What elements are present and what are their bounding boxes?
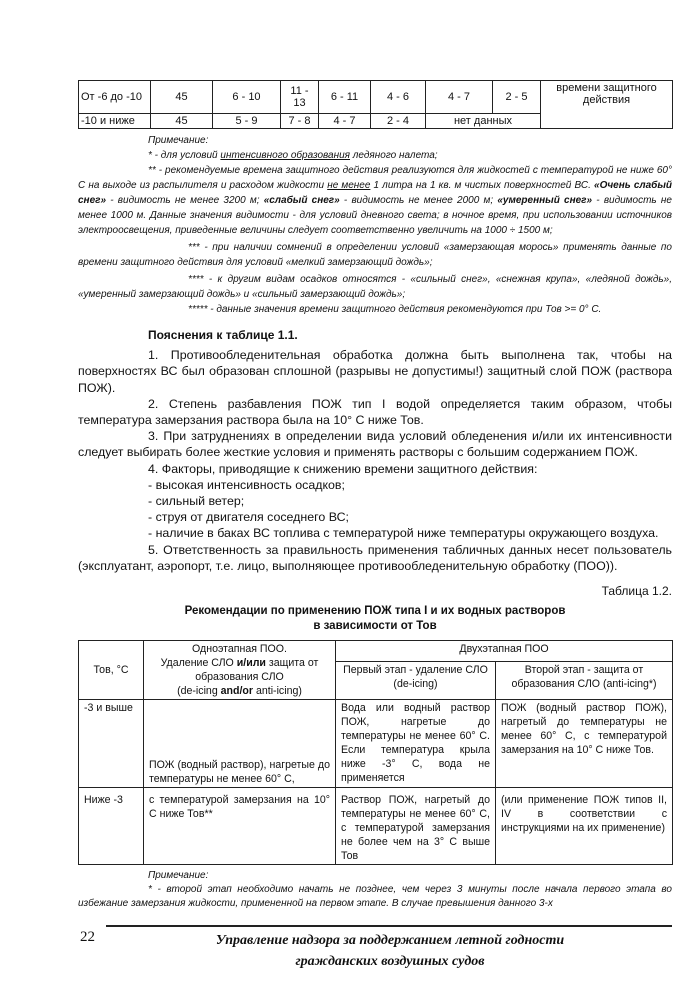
cell: 4 - 7 <box>319 114 371 129</box>
cell-no-data: нет данных <box>426 114 541 129</box>
paragraph-3: 3. При затруднениях в определении вида условий обледенения и/или их интенсивности следует выбирать более жесткие условия и применять растворы с большим содержанием ПОЖ. <box>78 429 672 460</box>
cell: 6 - 10 <box>213 81 281 114</box>
explanations-heading: Пояснения к таблице 1.1. <box>148 328 298 342</box>
table-title: Рекомендации по применению ПОЖ типа I и их водных растворов в зависимости от Тов <box>184 605 566 633</box>
header-first-stage: Первый этап - удаление СЛО (de-icing) <box>336 661 496 699</box>
row-label: -10 и ниже <box>79 114 151 129</box>
bullet: - сильный ветер; <box>148 494 245 509</box>
note-4: **** - к другим видам осадков относятся - «сильный снег», «снежная крупа», «ледяной дождь», «умеренный замерзающий дождь» и «сильный замерзающий дождь»; <box>78 274 672 300</box>
paragraph-2: 2. Степень разбавления ПОЖ тип I водой определяется таким образом, чтобы температура замерзания раствора была на 10° С ниже Тов. <box>78 396 672 428</box>
header-one-stage: Одноэтапная ПОО. Удаление СЛО и/или защита от образования СЛО (de-icing and/or anti-icing) <box>144 641 336 700</box>
table1-notes <box>78 133 672 317</box>
one-stage-cell: ПОЖ (водный раствор), нагретые до температуры не менее 60° С, <box>144 700 336 788</box>
table2-notes <box>78 869 672 911</box>
note-1: * - второй этап необходимо начать не позднее, чем через 3 минуты после начала первого этапа во избежание замерзания жидкости, примененной на первом этапе. В случае превышения данного 3-х <box>78 884 672 910</box>
cell: 11 - 13 <box>281 81 319 114</box>
notes-title: Примечание: <box>148 135 209 146</box>
notes-title: Примечание: <box>148 870 209 882</box>
note-1: * - для условий интенсивного образования ледяного налета; <box>148 150 438 161</box>
last-col-cell: времени защитного действия <box>541 81 673 129</box>
row-tov: -3 и выше <box>79 700 144 788</box>
page-number: 22 <box>80 929 95 946</box>
table-row <box>79 700 673 788</box>
cell: 2 - 5 <box>493 81 541 114</box>
note-5: ***** - данные значения времени защитного действия рекомендуются при Тов >= 0° С. <box>188 304 602 315</box>
cell: 4 - 6 <box>371 81 426 114</box>
table-row <box>79 788 673 865</box>
paragraph-4: 4. Факторы, приводящие к снижению времени защитного действия: <box>148 461 538 476</box>
explanations <box>78 327 672 574</box>
cell: 2 - 4 <box>371 114 426 129</box>
row-tov: Ниже -3 <box>79 788 144 865</box>
cell: 5 - 9 <box>213 114 281 129</box>
first-stage-cell: Вода или водный раствор ПОЖ, нагретые до температуры не менее 60° С. Если температура крыла ниже -3° С, вода не применяется <box>336 700 496 788</box>
paragraph-5: 5. Ответственность за правильность применения табличных данных несет пользователь (эксплуатант, аэропорт, т.е. лицо, выполняющее противообледенительную обработку (ПОО)). <box>78 542 672 573</box>
footer <box>80 925 672 987</box>
header-row <box>79 641 673 662</box>
bullet: - струя от двигателя соседнего ВС; <box>148 510 349 525</box>
cell: 7 - 8 <box>281 114 319 129</box>
paragraph-1: 1. Противообледенительная обработка должна быть выполнена так, чтобы на поверхностях ВС был образован сплошной (разрывы не допустимы!) защитный слой ПОЖ (раствора ПОЖ). <box>78 348 672 395</box>
second-stage-cell: ПОЖ (водный раствор ПОЖ), нагретый до температуры не менее 60° С, с температурой замерзания на 10° С ниже Тов. <box>496 700 673 788</box>
header-tov: Тов, °С <box>79 641 144 700</box>
cell: 6 - 11 <box>319 81 371 114</box>
cell: 45 <box>151 114 213 129</box>
table-label: Таблица 1.2. <box>601 584 672 599</box>
note-2: ** - рекомендуемые времена защитного действия реализуются для жидкостей с температурой не ниже 60° С на выходе из распылителя и расходом жидкости не менее 1 литра на 1 кв. м чистых поверхностей ВС. «Очень слабый снег» - видимость не менее 3200 м; «слабый снег» - видимость не менее 2000 м; «умеренный снег» - видимость не менее 1000 м. Данные значения видимости - для условий дневного света; в ночное время, при использовании источников электроосвещения, приведенные величины следует соответственно увеличить на 1000 ÷ 1500 м; <box>78 165 673 236</box>
second-stage-cell: (или применение ПОЖ типов II, IV в соответствии с инструкциями на их применение) <box>496 788 673 865</box>
cell: 4 - 7 <box>426 81 493 114</box>
table-row <box>79 81 673 114</box>
cell: 45 <box>151 81 213 114</box>
document-page <box>78 0 672 987</box>
row-label: От -6 до -10 <box>79 81 151 114</box>
holdover-table-continuation <box>78 80 673 129</box>
deicing-recommendations-table <box>78 640 673 865</box>
footer-text: Управление надзора за поддержанием летной годности гражданских воздушных судов <box>215 933 565 970</box>
first-stage-cell: Раствор ПОЖ, нагретый до температуры не менее 60° С, с температурой замерзания не более чем на 3° С выше Тов <box>336 788 496 865</box>
header-second-stage: Второй этап - защита от образования СЛО (anti-icing*) <box>496 661 673 699</box>
bullet: - высокая интенсивность осадков; <box>148 477 345 492</box>
header-two-stage: Двухэтапная ПОО <box>336 641 673 662</box>
bullet: - наличие в баках ВС топлива с температурой ниже температуры окружающего воздуха. <box>148 526 659 541</box>
note-3: *** - при наличии сомнений в определении условий «замерзающая морось» применять данные по времени защитного действия для условий «мелкий замерзающий дождь»; <box>78 242 672 268</box>
one-stage-cell: с температурой замерзания на 10° С ниже Тов** <box>144 788 336 865</box>
